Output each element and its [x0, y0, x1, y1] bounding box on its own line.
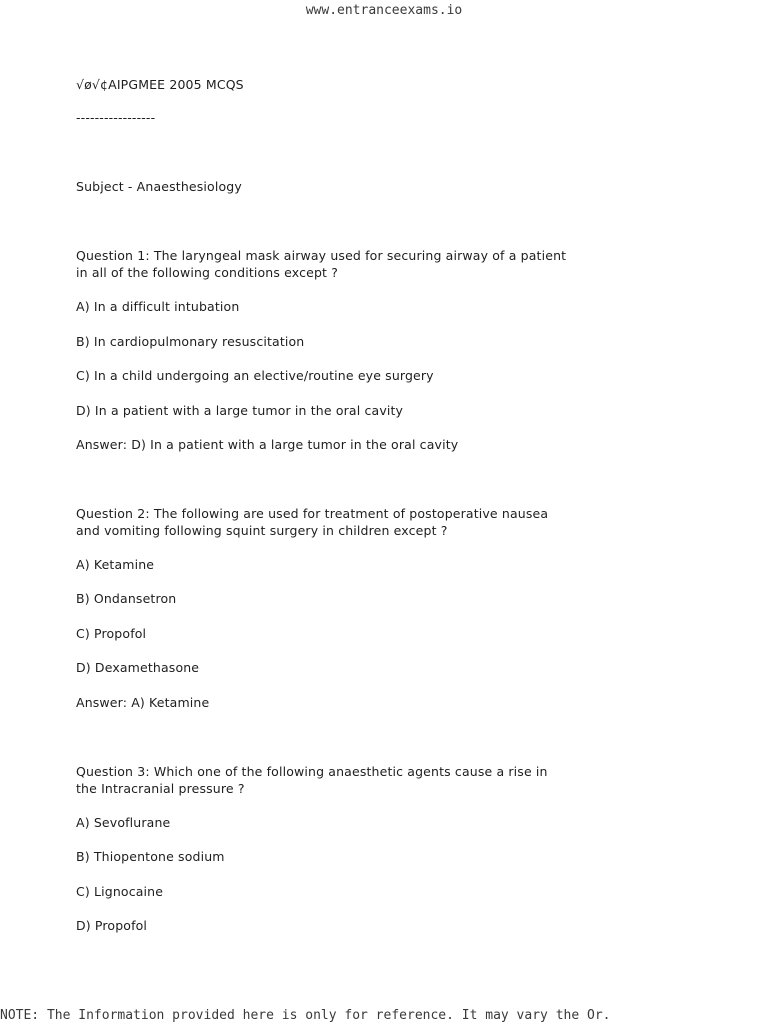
question-3-option-a: A) Sevoflurane — [76, 815, 171, 830]
question-3-option-d: D) Propofol — [76, 918, 148, 933]
question-3-option-c: C) Lignocaine — [76, 884, 164, 899]
document-title: √ø√¢AIPGMEE 2005 MCQS — [76, 77, 244, 92]
question-1-answer: Answer: D) In a patient with a large tumor in the oral cavity — [76, 437, 459, 452]
subject-line: Subject - Anaesthesiology — [76, 179, 242, 194]
question-2-answer: Answer: A) Ketamine — [76, 695, 210, 710]
title-rule: ----------------- — [76, 110, 156, 125]
question-3-text: Question 3: Which one of the following anaesthetic agents cause a rise in — [76, 764, 548, 779]
question-2-option-c: C) Propofol — [76, 626, 147, 641]
footer-note: NOTE: The Information provided here is only for reference. It may vary the Or. — [0, 1008, 611, 1023]
question-1-option-b: B) In cardiopulmonary resuscitation — [76, 334, 305, 349]
question-1-option-c: C) In a child undergoing an elective/routine eye surgery — [76, 368, 434, 383]
site-header: www.entranceexams.io — [305, 3, 463, 18]
question-2-option-d: D) Dexamethasone — [76, 660, 200, 675]
question-3-option-b: B) Thiopentone sodium — [76, 849, 225, 864]
question-2-option-b: B) Ondansetron — [76, 591, 177, 606]
question-1-text-cont: in all of the following conditions except ? — [76, 265, 339, 280]
question-2-option-a: A) Ketamine — [76, 557, 155, 572]
question-2-text-cont: and vomiting following squint surgery in children except ? — [76, 523, 448, 538]
question-1-option-a: A) In a difficult intubation — [76, 299, 240, 314]
question-3-text-cont: the Intracranial pressure ? — [76, 781, 245, 796]
question-1-text: Question 1: The laryngeal mask airway used for securing airway of a patient — [76, 248, 567, 263]
question-2-text: Question 2: The following are used for treatment of postoperative nausea — [76, 506, 549, 521]
question-1-option-d: D) In a patient with a large tumor in the oral cavity — [76, 403, 404, 418]
